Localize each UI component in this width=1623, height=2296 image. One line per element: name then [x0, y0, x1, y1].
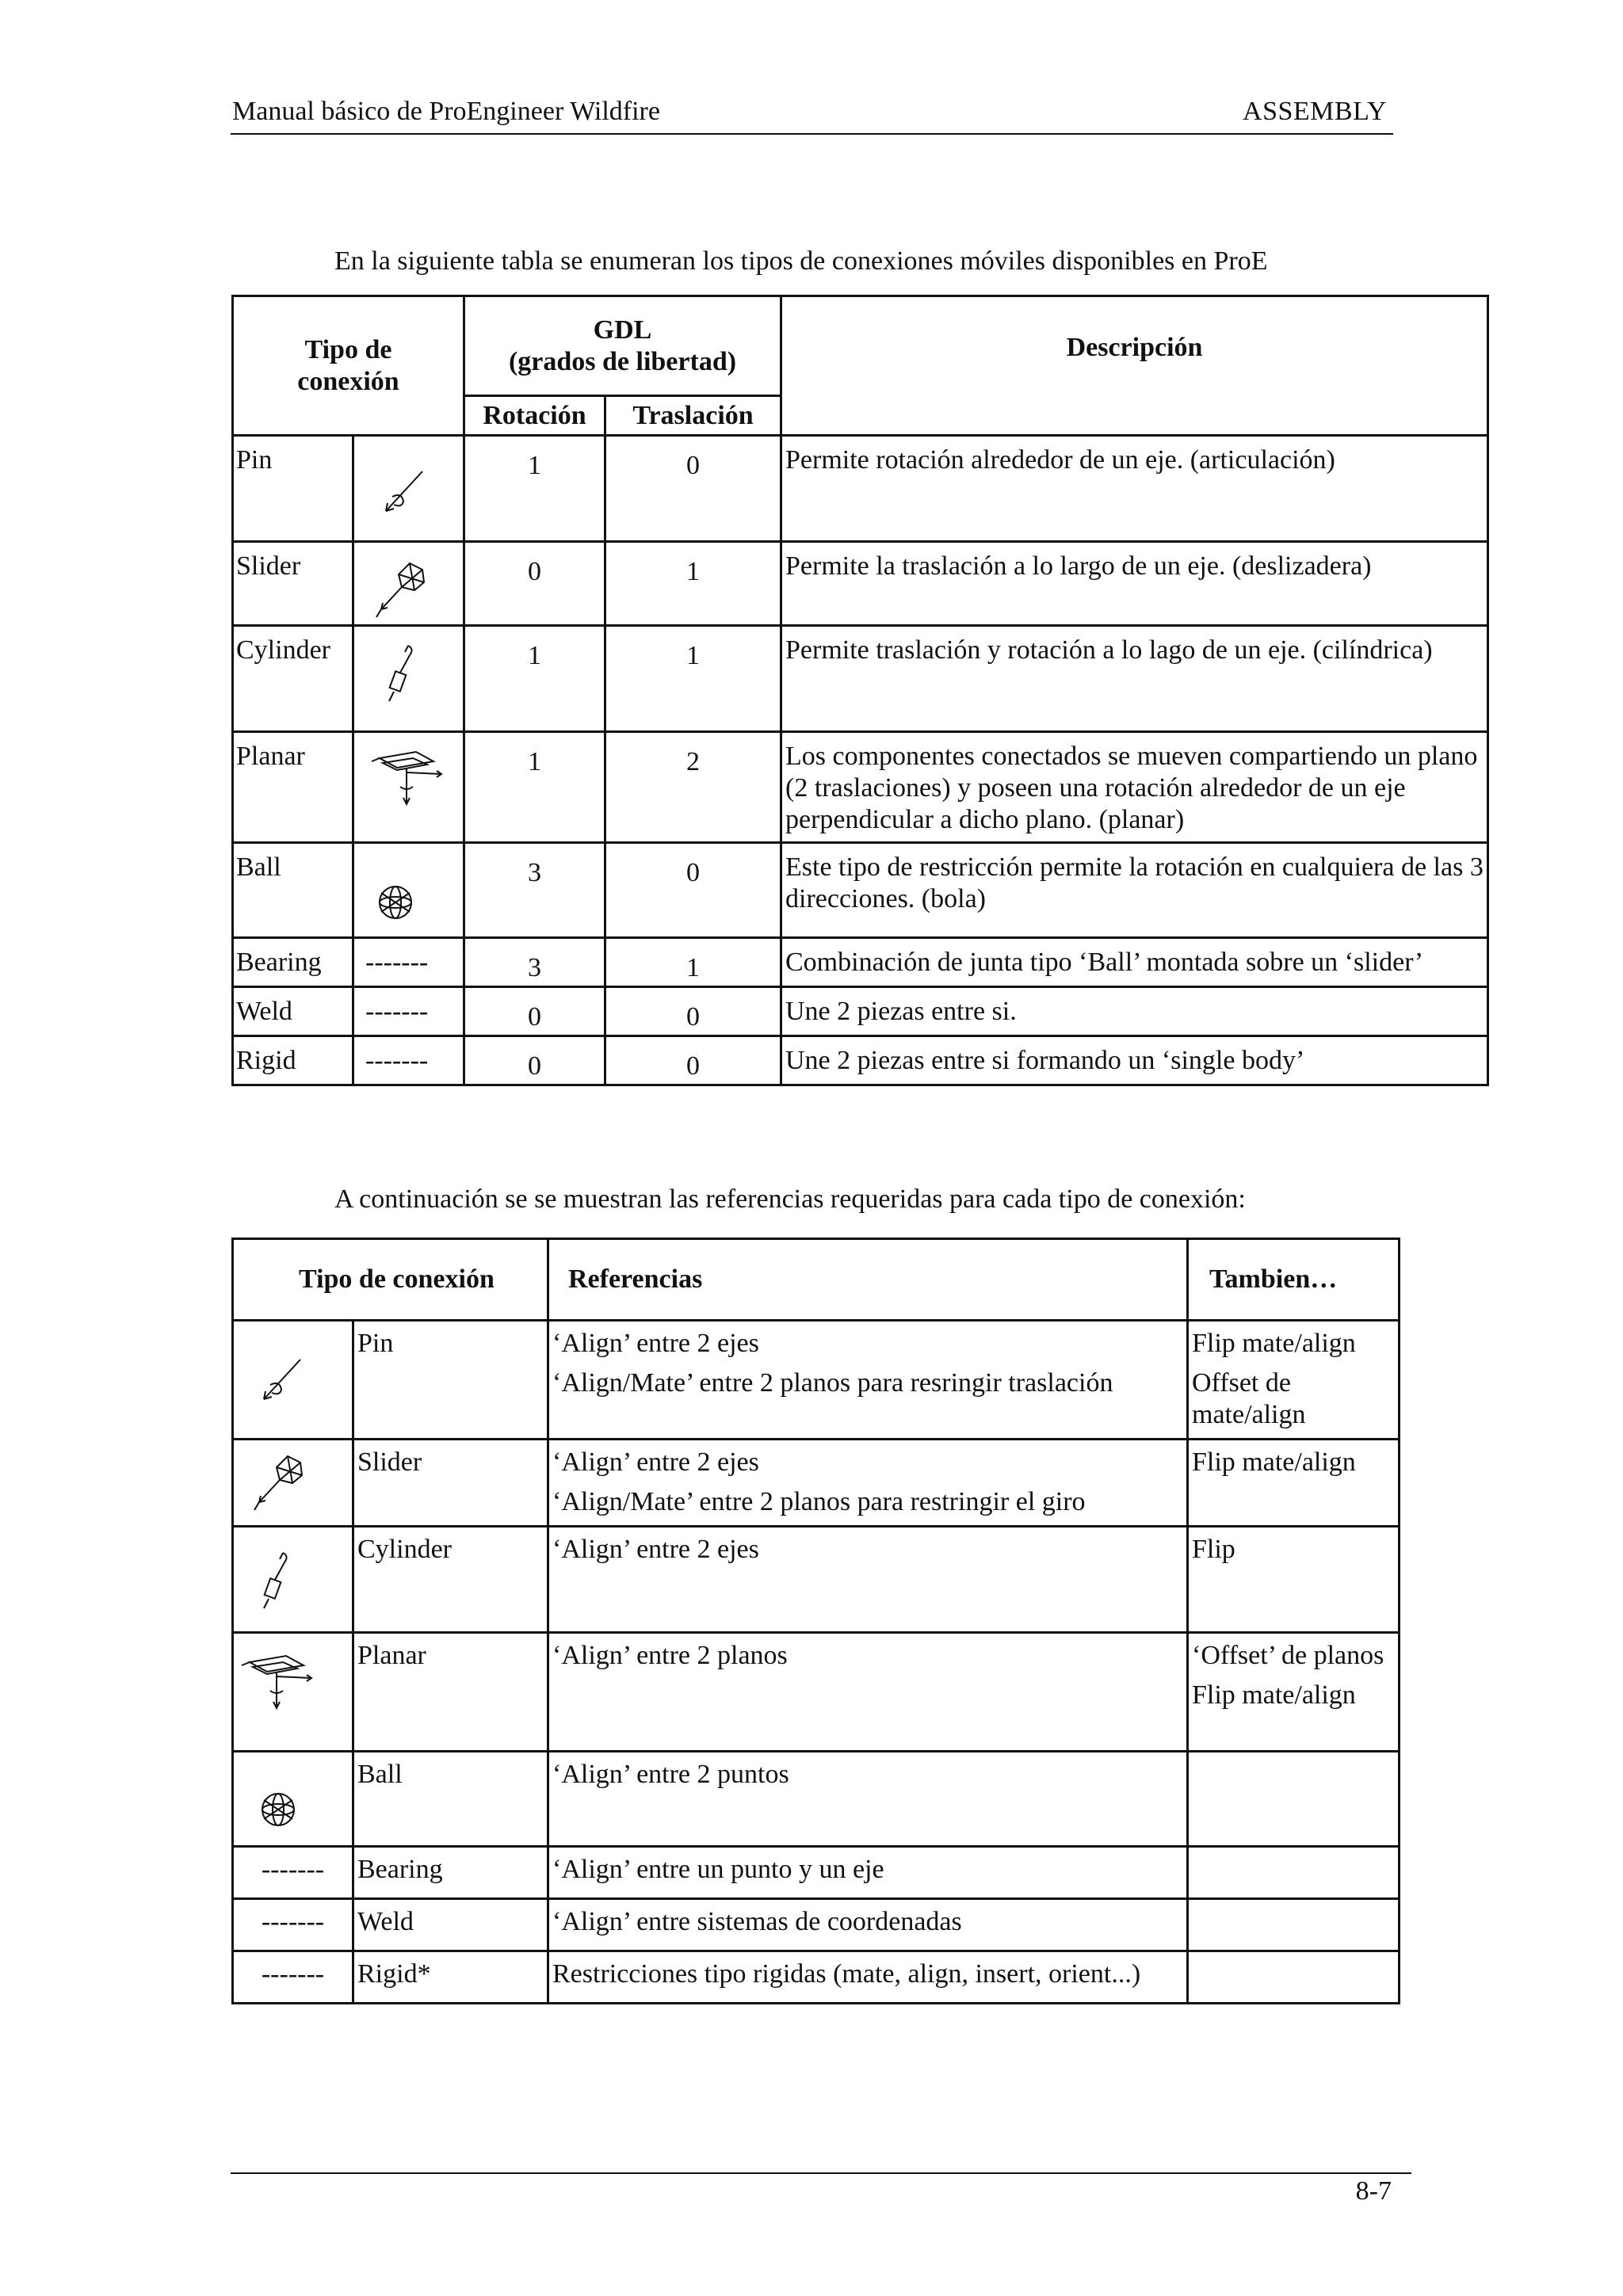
- references-cell: [548, 1633, 1188, 1752]
- connection-name: Rigid*: [353, 1951, 548, 2004]
- col-gdl-header: [464, 296, 781, 396]
- rotation-dof: 3: [464, 843, 605, 938]
- connection-name: Weld: [353, 1899, 548, 1951]
- intro-paragraph-1: En la siguiente tabla se enumeran los tipos de conexiones móviles disponibles en ProE: [334, 246, 1268, 276]
- pin-connection-icon: [254, 1353, 310, 1409]
- also-line: Flip mate/align: [1192, 1680, 1356, 1710]
- connection-name: Bearing: [233, 938, 353, 987]
- reference-line: ‘Align’ entre 2 puntos: [552, 1760, 789, 1789]
- reference-line: Restricciones tipo rigidas (mate, align, insert, orient...): [552, 1959, 1141, 1989]
- connection-name: Pin: [353, 1321, 548, 1440]
- also-line: Flip: [1192, 1535, 1235, 1564]
- page-number: 8-7: [1355, 2176, 1392, 2206]
- reference-line: ‘Align’ entre 2 ejes: [552, 1329, 759, 1358]
- pin-connection-icon: [376, 465, 432, 521]
- translation-dof: 0: [605, 987, 781, 1036]
- icon-placeholder: -------: [353, 987, 464, 1036]
- connection-description: Este tipo de restricción permite la rotación en cualquiera de las 3 direcciones. (bola): [781, 843, 1488, 938]
- references-cell: [548, 1847, 1188, 1899]
- planar-connection-icon: [239, 1645, 318, 1716]
- col-type-header-2: Tipo de conexión: [233, 1239, 548, 1321]
- icon-cell: [353, 436, 464, 542]
- translation-dof: 1: [605, 626, 781, 732]
- icon-cell: [233, 1440, 353, 1527]
- col-tras-header: Traslación: [605, 396, 781, 436]
- connection-name: Planar: [233, 732, 353, 843]
- references-cell: [548, 1899, 1188, 1951]
- connection-description: Combinación de junta tipo ‘Ball’ montada sobre un ‘slider’: [781, 938, 1488, 987]
- ball-connection-icon: [372, 879, 419, 926]
- connection-name: Rigid: [233, 1036, 353, 1085]
- translation-dof: 0: [605, 1036, 781, 1085]
- reference-line: ‘Align/Mate’ entre 2 planos para restringir el giro: [552, 1487, 1086, 1516]
- connection-description: Une 2 piezas entre si.: [781, 987, 1488, 1036]
- header-title: Manual básico de ProEngineer Wildfire: [232, 97, 660, 126]
- col-gdl-subtitle: (grados de libertad): [508, 346, 737, 376]
- table-row: [233, 542, 1488, 626]
- also-cell: [1188, 1752, 1400, 1847]
- table-row: [233, 1899, 1400, 1951]
- intro-paragraph-2: A continuación se se muestran las referencias requeridas para cada tipo de conexión:: [334, 1184, 1246, 1214]
- icon-cell: [353, 542, 464, 626]
- translation-dof: 0: [605, 843, 781, 938]
- cylinder-connection-icon: [378, 641, 426, 704]
- slider-connection-icon: [370, 557, 433, 620]
- table-row: [233, 1847, 1400, 1899]
- icon-placeholder: -------: [233, 1951, 353, 2004]
- rotation-dof: 0: [464, 1036, 605, 1085]
- rotation-dof: 1: [464, 732, 605, 843]
- also-line: Flip mate/align: [1192, 1447, 1356, 1477]
- icon-placeholder: -------: [233, 1847, 353, 1899]
- icon-cell: [233, 1752, 353, 1847]
- also-cell: [1188, 1847, 1400, 1899]
- connection-name: Slider: [353, 1440, 548, 1527]
- reference-line: ‘Align’ entre sistemas de coordenadas: [552, 1907, 962, 1936]
- connection-name: Cylinder: [353, 1527, 548, 1633]
- table-row: [233, 1752, 1400, 1847]
- table-row: [233, 1951, 1400, 2004]
- table-row: [233, 436, 1488, 542]
- table-row: [233, 1440, 1400, 1527]
- rotation-dof: 0: [464, 987, 605, 1036]
- table-row: [233, 732, 1488, 843]
- table-row: [233, 938, 1488, 987]
- connection-name: Ball: [353, 1752, 548, 1847]
- col-gdl-title: GDL: [593, 315, 652, 345]
- reference-line: ‘Align/Mate’ entre 2 planos para resringir traslación: [552, 1368, 1113, 1398]
- icon-cell: [233, 1321, 353, 1440]
- connection-references-table: [231, 1238, 1400, 2004]
- reference-line: ‘Align’ entre 2 ejes: [552, 1447, 759, 1477]
- table-row: [233, 1036, 1488, 1085]
- translation-dof: 2: [605, 732, 781, 843]
- translation-dof: 0: [605, 436, 781, 542]
- table-row: [233, 1527, 1400, 1633]
- col-also-header: Tambien…: [1188, 1239, 1400, 1321]
- connection-description: Permite traslación y rotación a lo lago de un eje. (cilíndrica): [781, 626, 1488, 732]
- icon-cell: [353, 732, 464, 843]
- connection-name: Pin: [233, 436, 353, 542]
- icon-placeholder: -------: [233, 1899, 353, 1951]
- rotation-dof: 1: [464, 626, 605, 732]
- also-cell: [1188, 1527, 1400, 1633]
- connection-name: Ball: [233, 843, 353, 938]
- also-line: Offset de mate/align: [1192, 1368, 1306, 1429]
- icon-cell: [233, 1633, 353, 1752]
- table-row: [233, 626, 1488, 732]
- connection-name: Bearing: [353, 1847, 548, 1899]
- table-row: [233, 843, 1488, 938]
- rotation-dof: 0: [464, 542, 605, 626]
- also-cell: [1188, 1633, 1400, 1752]
- connection-description: Los componentes conectados se mueven compartiendo un plano (2 traslaciones) y poseen una rotación alrededor de un eje perpendicular a dicho plano. (planar): [781, 732, 1488, 843]
- also-cell: [1188, 1321, 1400, 1440]
- footer-rule: [231, 2172, 1411, 2174]
- rotation-dof: 1: [464, 436, 605, 542]
- table-row: [233, 1321, 1400, 1440]
- connection-name: Cylinder: [233, 626, 353, 732]
- reference-line: ‘Align’ entre un punto y un eje: [552, 1855, 884, 1884]
- icon-placeholder: -------: [353, 938, 464, 987]
- reference-line: ‘Align’ entre 2 planos: [552, 1641, 788, 1670]
- references-cell: [548, 1321, 1188, 1440]
- rotation-dof: 3: [464, 938, 605, 987]
- connection-types-table: [231, 295, 1489, 1086]
- col-refs-header: Referencias: [548, 1239, 1188, 1321]
- ball-connection-icon: [254, 1786, 302, 1833]
- reference-line: ‘Align’ entre 2 ejes: [552, 1535, 759, 1564]
- header-rule: [231, 133, 1393, 135]
- col-desc-header: Descripción: [781, 296, 1488, 436]
- connection-name: Weld: [233, 987, 353, 1036]
- also-line: Flip mate/align: [1192, 1329, 1356, 1358]
- table-row: [233, 987, 1488, 1036]
- icon-cell: [353, 626, 464, 732]
- connection-description: Permite la traslación a lo largo de un eje. (deslizadera): [781, 542, 1488, 626]
- icon-placeholder: -------: [353, 1036, 464, 1085]
- connection-description: Permite rotación alrededor de un eje. (articulación): [781, 436, 1488, 542]
- connection-description: Une 2 piezas entre si formando un ‘single body’: [781, 1036, 1488, 1085]
- connection-name: Slider: [233, 542, 353, 626]
- cylinder-connection-icon: [253, 1548, 300, 1611]
- icon-cell: [353, 843, 464, 938]
- also-cell: [1188, 1951, 1400, 2004]
- icon-cell: [233, 1527, 353, 1633]
- slider-connection-icon: [248, 1450, 311, 1513]
- references-cell: [548, 1752, 1188, 1847]
- connection-name: Planar: [353, 1633, 548, 1752]
- col-type-header: Tipo de conexión: [233, 296, 464, 436]
- planar-connection-icon: [369, 741, 448, 812]
- header-section: ASSEMBLY: [1243, 97, 1387, 126]
- also-line: ‘Offset’ de planos: [1192, 1641, 1384, 1670]
- translation-dof: 1: [605, 542, 781, 626]
- also-cell: [1188, 1899, 1400, 1951]
- also-cell: [1188, 1440, 1400, 1527]
- references-cell: [548, 1527, 1188, 1633]
- col-rot-header: Rotación: [464, 396, 605, 436]
- references-cell: [548, 1440, 1188, 1527]
- references-cell: [548, 1951, 1188, 2004]
- translation-dof: 1: [605, 938, 781, 987]
- table-row: [233, 1633, 1400, 1752]
